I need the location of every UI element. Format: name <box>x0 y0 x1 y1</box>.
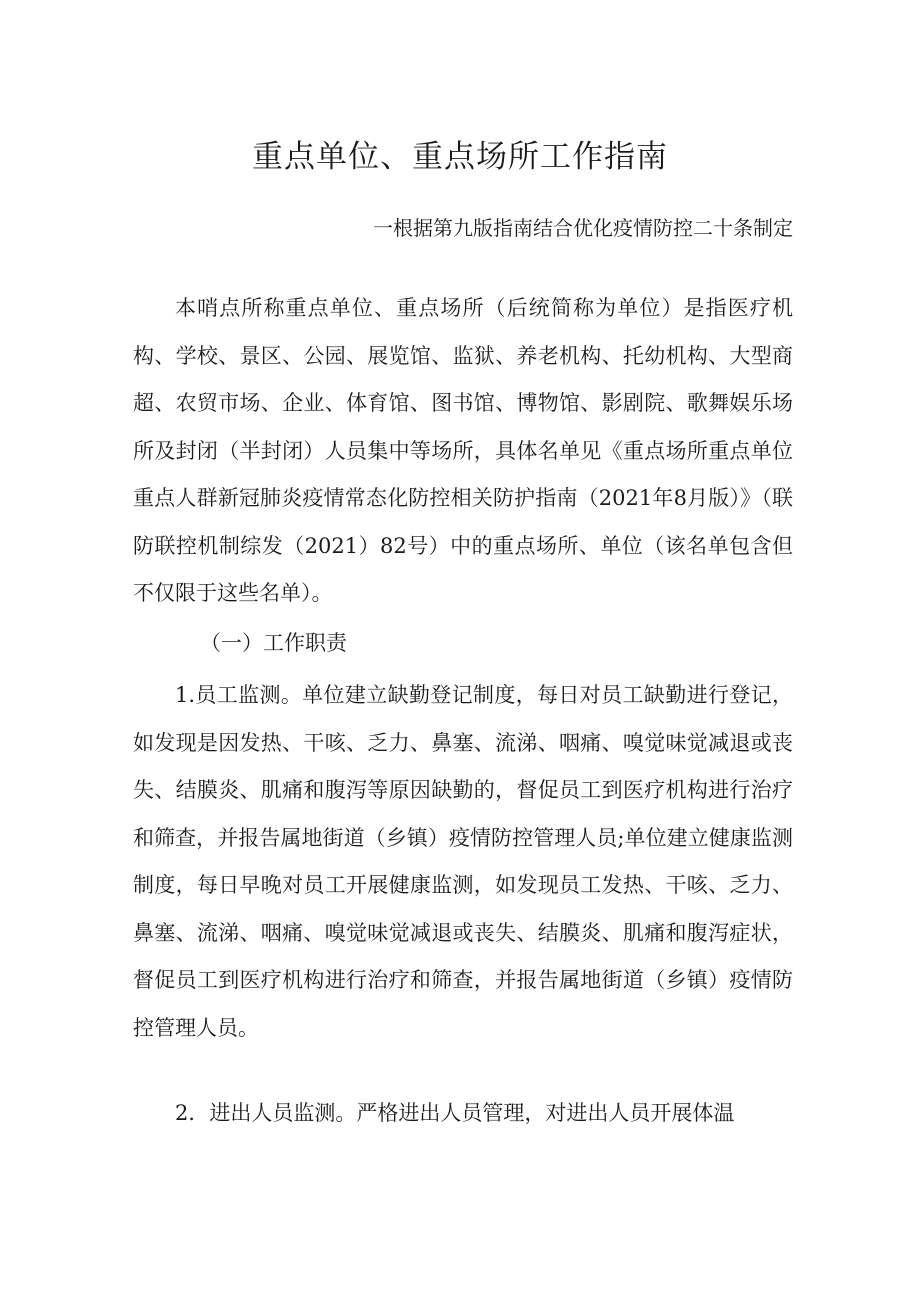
document-subtitle: 一根据第九版指南结合优化疫情防控二十条制定 <box>373 216 793 240</box>
document-title: 重点单位、重点场所工作指南 <box>252 138 668 175</box>
item-2-paragraph: 2．进出人员监测。严格进出人员管理，对进出人员开展体温 <box>175 1101 735 1125</box>
intro-paragraph: 本哨点所称重点单位、重点场所（后统简称为单位）是指医疗机构、学校、景区、公园、展览馆、监狱、养老机构、托幼机构、大型商超、农贸市场、企业、体育馆、图书馆、博物馆、影剧院、歌舞娱乐场所及封闭（半封闭）人员集中等场所，具体名单见《重点场所重点单位重点人群新冠肺炎疫情常态化防控相关防护指南（2021年8月版）》（联防联控机制综发（2021）82号）中的重点场所、单位（该名单包含但不仅限于这些名单）。 <box>133 296 793 605</box>
section-heading: （一）工作职责 <box>200 631 347 655</box>
item-1-paragraph: 1.员工监测。单位建立缺勤登记制度，每日对员工缺勤进行登记，如发现是因发热、干咳、乏力、鼻塞、流涕、咽痛、嗅觉味觉减退或丧失、结膜炎、肌痛和腹泻等原因缺勤的，督促员工到医疗机构进行治疗和筛查，并报告属地街道（乡镇）疫情防控管理人员;单位建立健康监测制度，每日早晚对员工开展健康监测，如发现员工发热、干咳、乏力、鼻塞、流涕、咽痛、嗅觉味觉减退或丧失、结膜炎、肌痛和腹泻症状，督促员工到医疗机构进行治疗和筛查，并报告属地街道（乡镇）疫情防控管理人员。 <box>133 683 793 1040</box>
